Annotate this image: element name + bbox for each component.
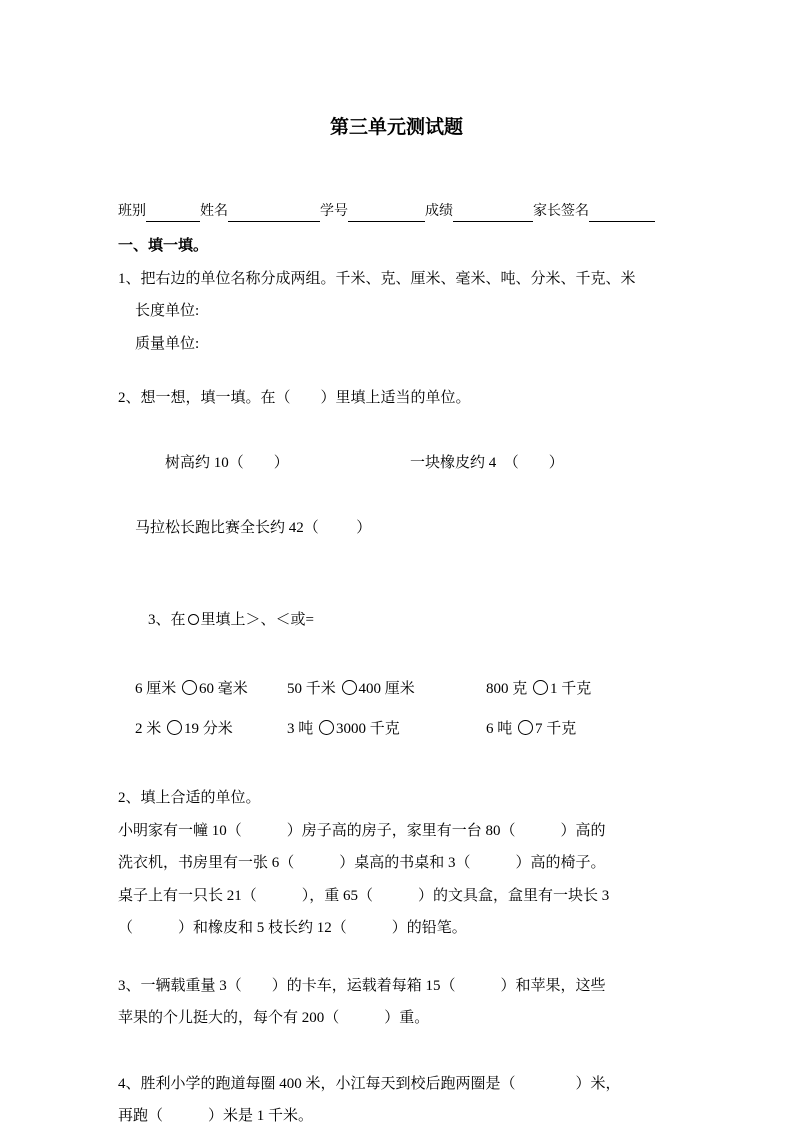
question-6-text-line: 4、胜利小学的跑道每圈 400 米，小江每天到校后跑两圈是（ ）米，	[118, 1075, 621, 1092]
comparison-right: 1 千克	[550, 681, 592, 697]
comparison-right: 19 分米	[184, 721, 233, 737]
question-5-text-line: 3、一辆载重量 3（ ）的卡车，运载着每箱 15（ ）和苹果，这些	[118, 977, 606, 994]
comparison-right: 3000 千克	[336, 721, 400, 737]
field-label-student-number: 学号	[320, 204, 348, 219]
comparison-cell	[135, 709, 287, 749]
eraser-item: 一块橡皮约 4 （ ）	[410, 455, 564, 471]
circle-blank-icon	[518, 720, 533, 735]
comparison-left: 50 千米	[287, 681, 340, 697]
circle-blank-icon	[319, 720, 334, 735]
question-4-text-line: （ ）和橡皮和 5 枝长约 12（ ）的铅笔。	[118, 920, 467, 936]
circle-icon	[188, 614, 199, 625]
comparison-right: 400 厘米	[358, 681, 415, 697]
score-blank-line	[453, 207, 533, 222]
length-units-label: 长度单位:	[135, 303, 200, 319]
comparison-right: 7 千克	[535, 721, 577, 737]
comparison-left: 2 米	[135, 721, 166, 737]
circle-blank-icon	[167, 720, 182, 735]
field-label-class: 班别	[118, 204, 146, 219]
question-4-text-line: 洗衣机，书房里有一张 6（ ）桌高的书桌和 3（ ）高的椅子。	[118, 855, 606, 871]
question-2	[118, 382, 675, 545]
question-5	[118, 970, 675, 1035]
comparison-cell	[486, 669, 675, 709]
circle-blank-icon	[342, 680, 357, 695]
mass-units-label: 质量单位:	[135, 335, 200, 352]
class-blank-line	[146, 207, 200, 222]
comparison-left: 800 克	[486, 681, 532, 697]
question-4-intro: 2、填上合适的单位。	[118, 790, 261, 806]
question-4	[118, 782, 675, 945]
question-6-text-line: 再跑（ ）米是 1 千米。	[118, 1108, 314, 1122]
circle-blank-icon	[533, 680, 548, 695]
question-1	[118, 263, 675, 361]
comparison-cell	[287, 709, 486, 749]
section-heading: 一、填一填。	[118, 238, 209, 254]
marathon-item: 马拉松长跑比赛全长约 42（ ）	[135, 520, 372, 536]
student-info-line	[118, 202, 675, 222]
field-label-name: 姓名	[200, 204, 228, 219]
question-3-intro-before: 3、在	[148, 612, 186, 628]
comparison-row	[118, 669, 675, 709]
question-3-intro	[118, 572, 675, 670]
comparison-right: 60 毫米	[199, 681, 248, 697]
circle-blank-icon	[182, 680, 197, 695]
question-4-text-line: 桌子上有一只长 21（ ），重 65（ ）的文具盒，盒里有一块长 3	[118, 887, 610, 904]
tree-height-item: 树高约 10（ ）	[165, 455, 289, 471]
field-label-score: 成绩	[425, 204, 453, 219]
comparison-cell	[486, 709, 675, 749]
comparison-left: 6 厘米	[135, 681, 181, 697]
field-label-parent-signature: 家长签名	[533, 204, 589, 219]
name-blank-line	[228, 207, 320, 222]
comparison-left: 3 吨	[287, 721, 318, 737]
question-2-intro: 2、想一想，填一填。在（ ）里填上适当的单位。	[118, 390, 471, 406]
student-number-blank-line	[348, 207, 425, 222]
comparison-cell	[287, 669, 486, 709]
comparison-cell	[135, 669, 287, 709]
question-6	[118, 1068, 675, 1122]
question-3-intro-after: 里填上＞、＜或=	[200, 612, 314, 628]
parent-signature-blank-line	[589, 207, 655, 222]
question-1-intro: 1、把右边的单位名称分成两组。千米、克、厘米、毫米、吨、分米、千克、米	[118, 270, 636, 287]
comparison-left: 6 吨	[486, 721, 517, 737]
question-5-text-line: 苹果的个儿挺大的，每个有 200（ ）重。	[118, 1010, 430, 1026]
page-title: 第三单元测试题	[329, 117, 463, 138]
comparison-row	[118, 709, 675, 749]
question-2-row	[118, 415, 675, 513]
question-3	[118, 572, 675, 750]
question-4-text-line: 小明家有一幢 10（ ）房子高的房子，家里有一台 80（ ）高的	[118, 822, 606, 839]
